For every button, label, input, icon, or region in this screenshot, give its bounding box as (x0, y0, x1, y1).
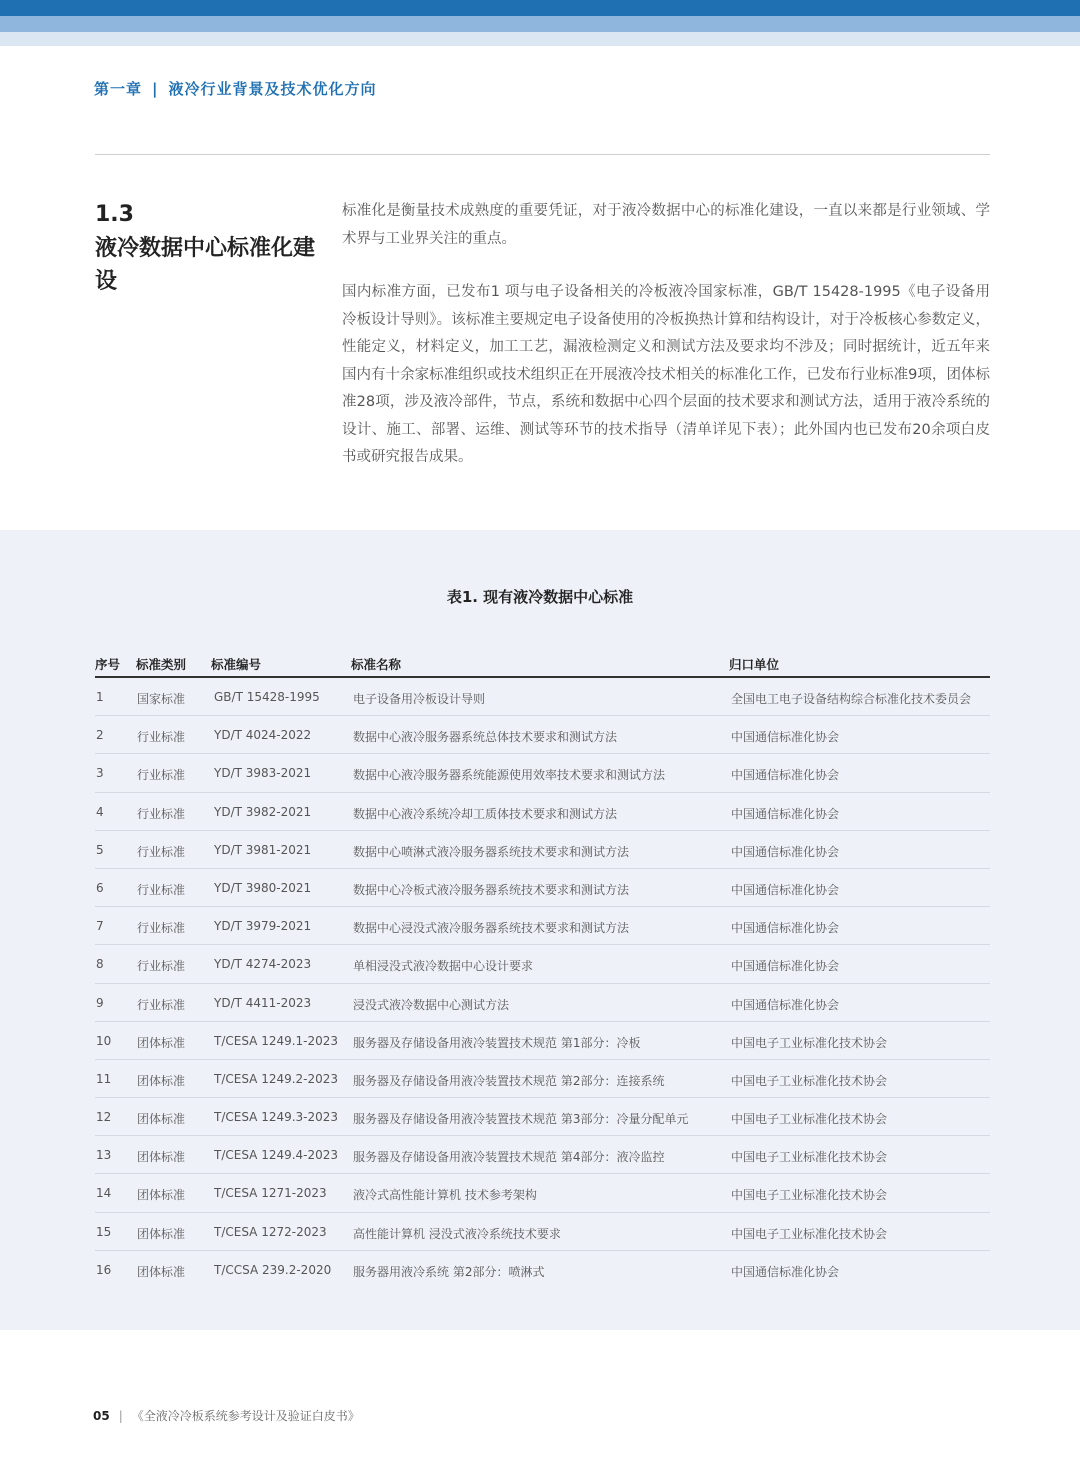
table-header (95, 655, 990, 677)
cell-name: 服务器用液冷系统 第2部分：喷淋式 (353, 1264, 545, 1279)
chapter-separator: | (152, 80, 159, 98)
cell-category: 团体标准 (137, 1035, 186, 1050)
cell-category: 团体标准 (137, 1264, 186, 1279)
cell-index: 13 (96, 1148, 112, 1163)
cell-index: 12 (96, 1110, 112, 1125)
cell-index: 15 (96, 1224, 112, 1239)
header-org: 归口单位 (729, 657, 780, 672)
cell-code: YD/T 4024-2022 (214, 728, 312, 743)
cell-org: 中国通信标准化协会 (731, 844, 840, 859)
cell-name: 数据中心液冷系统冷却工质体技术要求和测试方法 (353, 806, 618, 821)
cell-index: 9 (96, 995, 104, 1010)
footer-doc-title: 《全液冷冷板系统参考设计及验证白皮书》 (131, 1409, 360, 1423)
cell-org: 中国通信标准化协会 (731, 997, 840, 1012)
cell-name: 服务器及存储设备用液冷装置技术规范 第4部分：液冷监控 (353, 1150, 665, 1165)
cell-code: T/CESA 1249.2-2023 (214, 1071, 339, 1086)
chapter-title: 液冷行业背景及技术优化方向 (168, 80, 377, 98)
table-title: 表1. 现有液冷数据中心标准 (446, 588, 634, 606)
cell-org: 中国通信标准化协会 (731, 882, 840, 897)
cell-code: YD/T 3981-2021 (214, 842, 312, 857)
cell-code: T/CESA 1271-2023 (214, 1186, 327, 1201)
cell-org: 中国电子工业标准化技术协会 (731, 1150, 888, 1165)
cell-code: GB/T 15428-1995 (214, 690, 320, 704)
cell-code: T/CESA 1272-2023 (214, 1224, 327, 1239)
cell-index: 8 (96, 957, 104, 972)
table-row (95, 1213, 990, 1251)
cell-index: 4 (96, 804, 104, 819)
footer-separator: | (118, 1409, 123, 1423)
cell-category: 团体标准 (137, 1073, 186, 1088)
cell-index: 14 (96, 1186, 112, 1201)
cell-org: 中国电子工业标准化技术协会 (731, 1112, 888, 1127)
cell-code: YD/T 4274-2023 (214, 957, 312, 972)
cell-name: 数据中心液冷服务器系统总体技术要求和测试方法 (353, 730, 618, 745)
cell-name: 电子设备用冷板设计导则 (353, 692, 486, 706)
cell-org: 中国通信标准化协会 (731, 921, 840, 936)
cell-name: 服务器及存储设备用液冷装置技术规范 第2部分：连接系统 (353, 1073, 665, 1088)
header-name: 标准名称 (351, 657, 402, 672)
cell-index: 1 (96, 690, 104, 704)
cell-org: 中国电子工业标准化技术协会 (731, 1073, 888, 1088)
table-row (95, 754, 990, 792)
cell-category: 团体标准 (137, 1188, 186, 1203)
cell-name: 数据中心浸没式液冷服务器系统技术要求和测试方法 (353, 921, 630, 936)
cell-org: 中国通信标准化协会 (731, 768, 840, 783)
cell-index: 2 (96, 728, 104, 743)
table-row (95, 1136, 990, 1174)
cell-org: 中国电子工业标准化技术协会 (731, 1226, 888, 1241)
cell-name: 服务器及存储设备用液冷装置技术规范 第3部分：冷量分配单元 (353, 1112, 689, 1127)
cell-code: YD/T 3980-2021 (214, 880, 312, 895)
table-row (95, 907, 990, 945)
cell-code: YD/T 3982-2021 (214, 804, 312, 819)
cell-category: 国家标准 (137, 692, 186, 706)
table-row (95, 1022, 990, 1060)
header-band-mid (0, 16, 1080, 32)
cell-name: 服务器及存储设备用液冷装置技术规范 第1部分：冷板 (353, 1035, 641, 1050)
intro-paragraph-2: 国内标准方面，已发布1 项与电子设备相关的冷板液冷国家标准，GB/T 15428-1995《电子设备用冷板设计导则》。该标准主要规定电子设备使用的冷板换热计算和结构设计，对于冷板核心参数定义，性能定义，材料定义，加工工艺，漏液检测定义和测试方法及要求均不涉及；同时据统计，近五年来国内有十余家标准组织或技术组织正在开展液冷技术相关的标准化工作，已发布行业标准9项，团体标准28项，涉及液冷部件，节点，系统和数据中心四个层面的技术要求和测试方法，适用于液冷系统的设计、施工、部署、运维、测试等环节的技术指导（清单详见下表）；此外国内也已发布20余项白皮书或研究报告成果。 (342, 284, 990, 465)
cell-category: 行业标准 (137, 959, 186, 974)
cell-category: 团体标准 (137, 1226, 186, 1241)
cell-name: 高性能计算机 浸没式液冷系统技术要求 (353, 1226, 561, 1241)
cell-category: 行业标准 (137, 844, 186, 859)
cell-org: 全国电工电子设备结构综合标准化技术委员会 (731, 692, 972, 706)
cell-org: 中国电子工业标准化技术协会 (731, 1035, 888, 1050)
cell-category: 行业标准 (137, 806, 186, 821)
page-footer (93, 1407, 360, 1424)
cell-name: 数据中心液冷服务器系统能源使用效率技术要求和测试方法 (353, 768, 666, 783)
table-row (95, 1251, 990, 1289)
table-row (95, 1060, 990, 1098)
table-row (95, 1098, 990, 1136)
section-number: 1.3 (95, 202, 134, 227)
table-row (95, 793, 990, 831)
cell-org: 中国电子工业标准化技术协会 (731, 1188, 888, 1203)
intro-text (342, 198, 990, 472)
cell-org: 中国通信标准化协会 (731, 806, 840, 821)
cell-category: 行业标准 (137, 768, 186, 783)
cell-index: 7 (96, 919, 104, 934)
table-body (95, 678, 990, 1289)
cell-category: 行业标准 (137, 921, 186, 936)
cell-code: YD/T 3979-2021 (214, 919, 312, 934)
cell-code: T/CESA 1249.1-2023 (214, 1033, 339, 1048)
table-row (95, 716, 990, 754)
header-code: 标准编号 (211, 657, 262, 672)
cell-category: 行业标准 (137, 882, 186, 897)
cell-code: T/CCSA 239.2-2020 (214, 1262, 332, 1277)
page-number: 05 (93, 1409, 110, 1423)
cell-index: 16 (96, 1262, 112, 1277)
header-category: 标准类别 (136, 657, 187, 672)
cell-name: 数据中心喷淋式液冷服务器系统技术要求和测试方法 (353, 844, 630, 859)
chapter-label: 第一章 (94, 80, 143, 98)
table-row (95, 945, 990, 983)
cell-index: 10 (96, 1033, 112, 1048)
table-row (95, 869, 990, 907)
table-row (95, 984, 990, 1022)
cell-index: 5 (96, 842, 104, 857)
cell-category: 行业标准 (137, 997, 186, 1012)
table-row (95, 678, 990, 716)
cell-index: 11 (96, 1071, 112, 1086)
cell-code: YD/T 4411-2023 (214, 995, 312, 1010)
table-row (95, 1174, 990, 1212)
intro-paragraph-1: 标准化是衡量技术成熟度的重要凭证，对于液冷数据中心的标准化建设，一直以来都是行业领域、学术界与工业界关注的重点。 (342, 203, 990, 247)
cell-category: 团体标准 (137, 1112, 186, 1127)
header-band-dark (0, 0, 1080, 16)
top-divider (95, 154, 990, 155)
header-band-light (0, 32, 1080, 46)
cell-name: 单相浸没式液冷数据中心设计要求 (353, 959, 534, 974)
cell-category: 团体标准 (137, 1150, 186, 1165)
table-row (95, 831, 990, 869)
cell-name: 浸没式液冷数据中心测试方法 (353, 997, 510, 1012)
cell-code: YD/T 3983-2021 (214, 766, 312, 781)
cell-org: 中国通信标准化协会 (731, 1264, 840, 1279)
section-title: 液冷数据中心标准化建设 (95, 236, 316, 294)
chapter-heading (94, 78, 377, 99)
cell-org: 中国通信标准化协会 (731, 959, 840, 974)
cell-index: 3 (96, 766, 104, 781)
cell-name: 数据中心冷板式液冷服务器系统技术要求和测试方法 (353, 882, 630, 897)
cell-code: T/CESA 1249.3-2023 (214, 1110, 339, 1125)
cell-name: 液冷式高性能计算机 技术参考架构 (353, 1188, 537, 1203)
cell-org: 中国通信标准化协会 (731, 730, 840, 745)
cell-index: 6 (96, 880, 104, 895)
cell-category: 行业标准 (137, 730, 186, 745)
header-index: 序号 (95, 657, 121, 672)
cell-code: T/CESA 1249.4-2023 (214, 1148, 339, 1163)
